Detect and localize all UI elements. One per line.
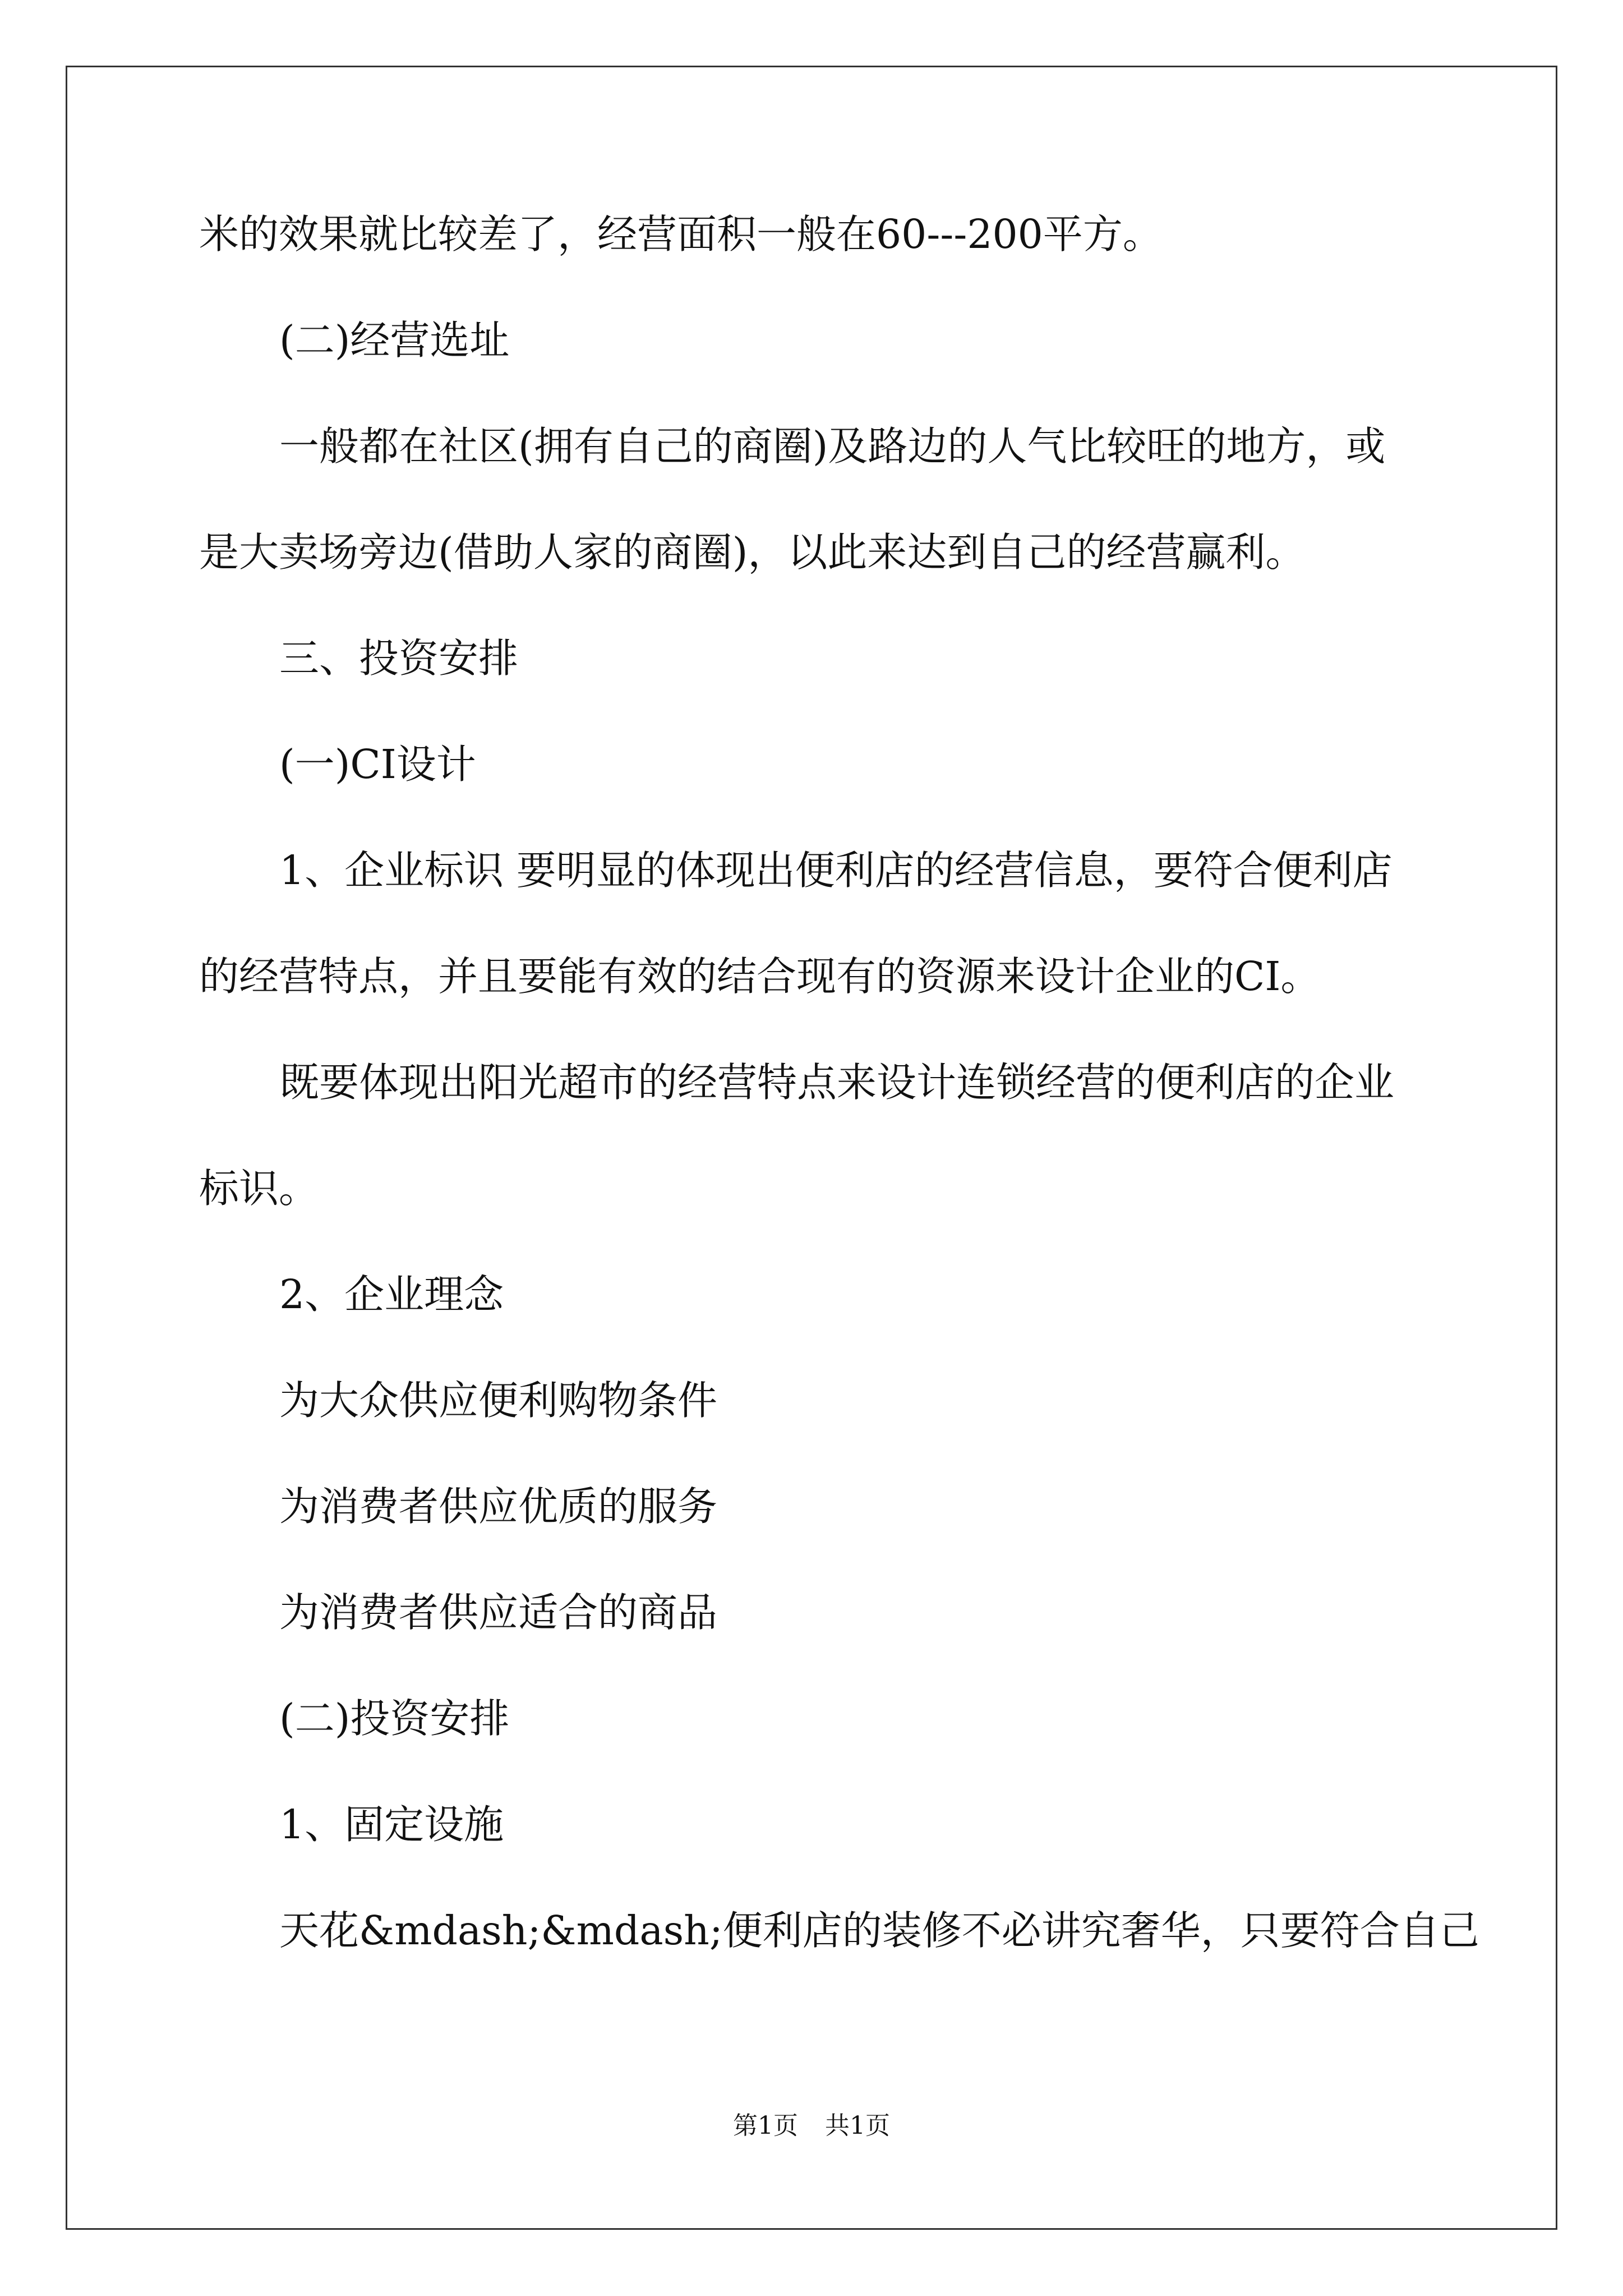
paragraph-line: 1、企业标识 要明显的体现出便利店的经营信息，要符合便利店 — [279, 847, 1393, 894]
section-heading: (一)CI设计 — [279, 741, 476, 788]
document-body — [199, 208, 1479, 1957]
paragraph-line: 一般都在社区(拥有自己的商圈)及路边的人气比较旺的地方，或 — [279, 423, 1386, 470]
paragraph-line: 的经营特点，并且要能有效的结合现有的资源来设计企业的CI。 — [199, 953, 1321, 1000]
section-heading: (二)投资安排 — [279, 1695, 510, 1742]
paragraph-line: 标识。 — [199, 1165, 319, 1212]
section-heading: 2、企业理念 — [279, 1271, 504, 1318]
page-footer — [0, 2109, 1623, 2143]
paragraph-line: 天花&mdash;&mdash;便利店的装修不必讲究奢华，只要符合自己 — [279, 1907, 1479, 1954]
section-heading: (二)经营选址 — [279, 317, 510, 364]
paragraph-line: 米的效果就比较差了，经营面积一般在60---200平方。 — [199, 211, 1163, 257]
paragraph-line: 是大卖场旁边(借助人家的商圈)，以此来达到自己的经营赢利。 — [199, 529, 1306, 576]
paragraph-line: 为消费者供应适合的商品 — [279, 1589, 718, 1636]
page-number: 第1页 — [733, 2111, 798, 2140]
section-heading: 三、投资安排 — [279, 635, 519, 682]
paragraph-line: 为消费者供应优质的服务 — [279, 1483, 718, 1530]
section-heading: 1、固定设施 — [279, 1801, 504, 1848]
paragraph-line: 既要体现出阳光超市的经营特点来设计连锁经营的便利店的企业 — [279, 1059, 1395, 1106]
page-total: 共1页 — [825, 2111, 890, 2140]
paragraph-line: 为大众供应便利购物条件 — [279, 1377, 718, 1424]
